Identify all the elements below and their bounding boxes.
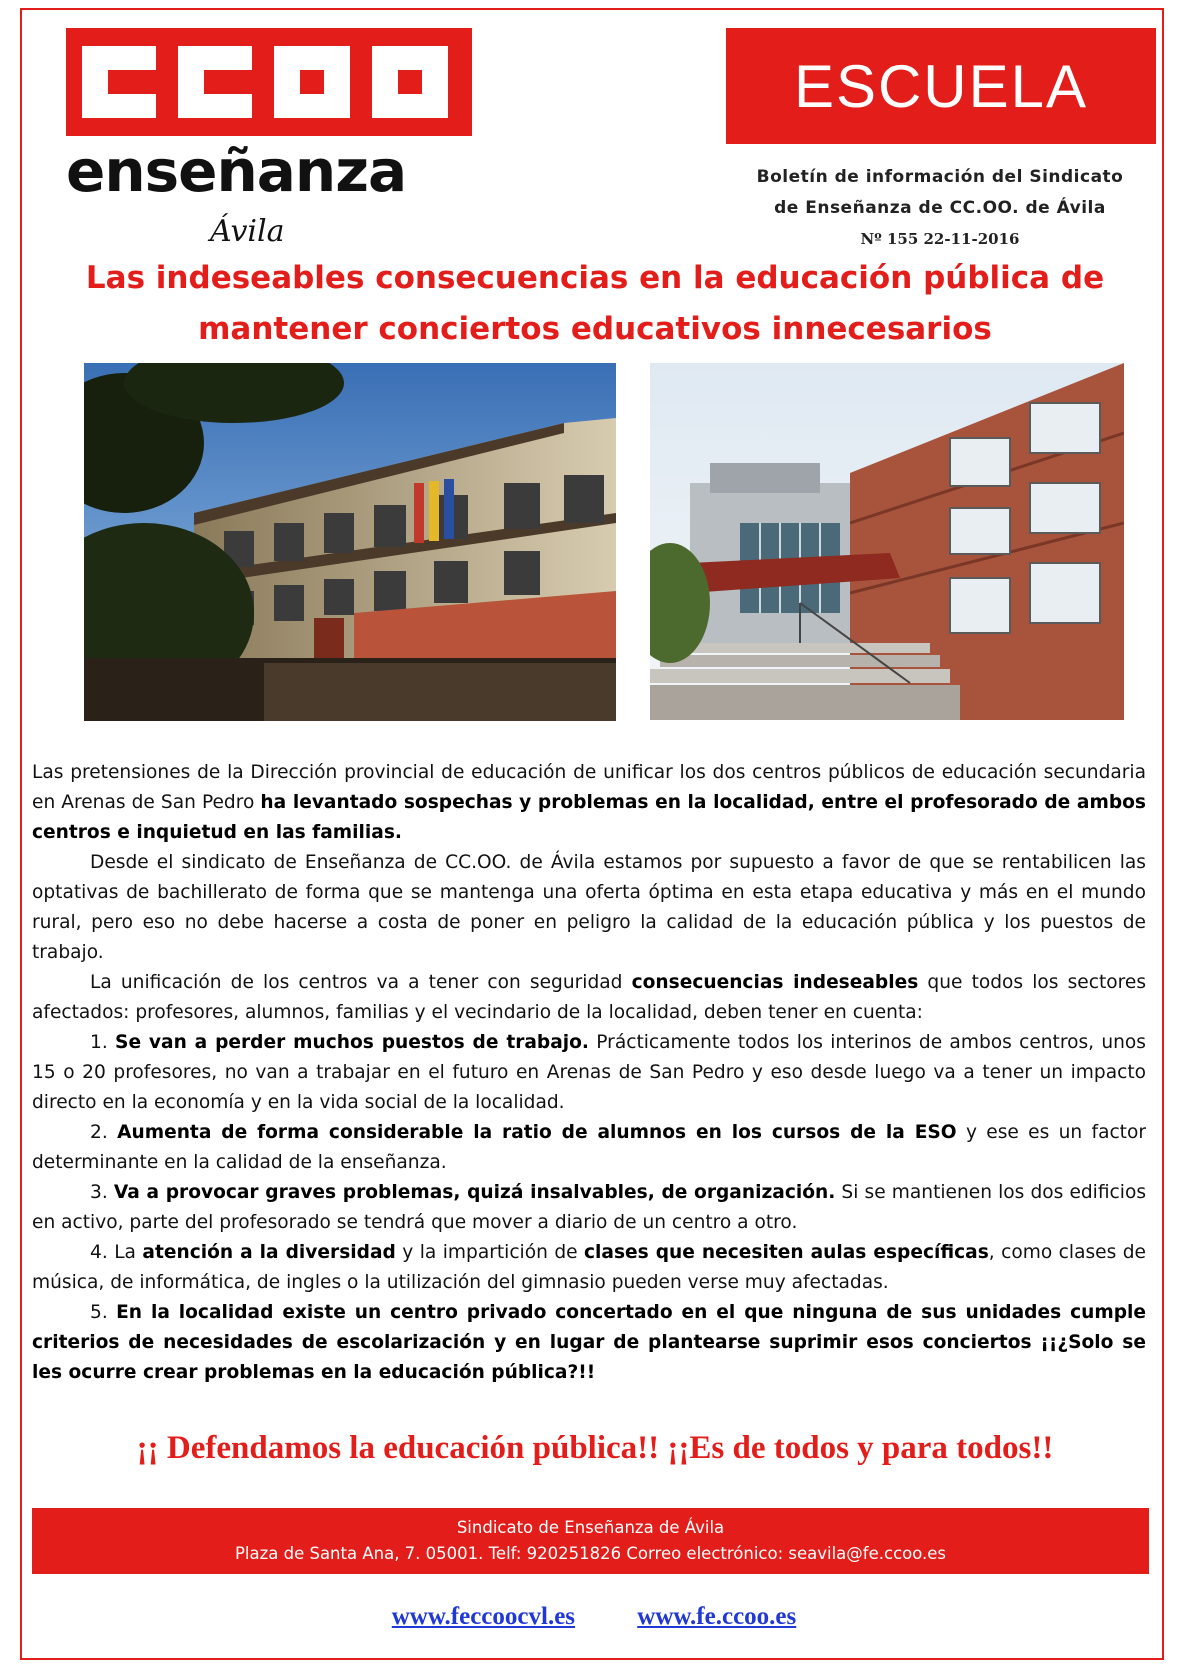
list-item-4-text-e: , como clases de música, de informática, de ingles o la utilización del gimnasio pueden verse muy afectadas. [32, 1242, 1146, 1293]
paragraph-3 [32, 968, 1146, 1028]
school-photo-2-illustration [650, 363, 1124, 720]
list-item-2-number: 2. [90, 1122, 118, 1143]
list-item-2-text: y ese es un factor determinante en la calidad de la enseñanza. [32, 1122, 1146, 1173]
bulletin-line-2: de Enseñanza de CC.OO. de Ávila [774, 198, 1106, 218]
list-item-5 [32, 1298, 1146, 1388]
list-item-2-bold: Aumenta de forma considerable la ratio de alumnos en los cursos de la ESO [117, 1122, 957, 1143]
school-photo-1-illustration [84, 363, 616, 721]
paragraph-2: Desde el sindicato de Enseñanza de CC.OO. de Ávila estamos por supuesto a favor de que se rentabilicen las optativas de bachillerato de forma que se mantenga una oferta óptima en esta etapa educativa y más en el mundo rural, pero eso no debe hacerse a costa de poner en peligro la calidad de la educación pública y los puestos de trabajo. [32, 852, 1146, 963]
section-title-box: ESCUELA [726, 28, 1156, 144]
list-item-2 [32, 1118, 1146, 1178]
school-building-photo-2 [650, 363, 1124, 720]
title-line-1: Las indeseables consecuencias en la educación pública de [85, 260, 1105, 296]
list-item-3 [32, 1178, 1146, 1238]
contact-footer [32, 1508, 1149, 1574]
ccoo-logo-band [66, 28, 472, 136]
paragraph-1 [32, 758, 1146, 848]
list-item-5-number: 5. [90, 1302, 117, 1323]
link-fe-ccoo[interactable]: www.fe.ccoo.es [637, 1603, 797, 1630]
school-building-photo-1 [84, 363, 616, 721]
closing-slogan: ¡¡ Defendamos la educación pública!! ¡¡Es de todos y para todos!! [136, 1430, 1054, 1466]
list-item-3-number: 3. [90, 1182, 114, 1203]
logo-city-name: Ávila [210, 214, 285, 249]
title-line-2: mantener conciertos educativos innecesarios [198, 311, 992, 347]
ccoo-ensenanza-logo [66, 28, 476, 258]
paragraph-3-text-a: La unificación de los centros va a tener con seguridad [90, 972, 632, 993]
list-item-5-bold: En la localidad existe un centro privado concertado en el que ninguna de sus unidades cumple criterios de necesidades de escolarización y en lugar de plantearse suprimir esos conciertos ¡¡¿Solo se les ocurre crear problemas en la educación pública?!! [32, 1302, 1146, 1383]
paragraph-1-bold: ha levantado sospechas y problemas en la localidad, entre el profesorado de ambos centros e inquietud en las familias. [32, 792, 1146, 843]
bulletin-line-1: Boletín de información del Sindicato [756, 167, 1124, 187]
list-item-1-number: 1. [90, 1032, 116, 1053]
footer-union-name: Sindicato de Enseñanza de Ávila [456, 1518, 725, 1537]
issue-number: Nº 155 22-11-2016 [860, 230, 1020, 248]
list-item-4-bold-d: clases que necesiten aulas específicas [584, 1242, 989, 1263]
list-item-4 [32, 1238, 1146, 1298]
ccoo-letters-graphic [78, 40, 460, 124]
logo-ensenanza-word: enseñanza [66, 137, 407, 205]
link-feccoocvl[interactable]: www.feccoocvl.es [391, 1603, 576, 1630]
list-item-4-bold-a: atención a la diversidad [142, 1242, 396, 1263]
list-item-3-text: Si se mantienen los dos edificios en activo, parte del profesorado se tendrá que mover a diario de un centro a otro. [32, 1182, 1147, 1233]
list-item-4-number: 4. La [90, 1242, 143, 1263]
list-item-1-bold: Se van a perder muchos puestos de trabajo. [115, 1032, 589, 1053]
bulletin-description [700, 162, 1180, 224]
list-item-4-text-c: y la impartición de [395, 1242, 585, 1263]
list-item-1 [32, 1028, 1146, 1118]
article-title [30, 253, 1160, 355]
list-item-3-bold: Va a provocar graves problemas, quizá insalvables, de organización. [113, 1182, 836, 1203]
footer-address: Plaza de Santa Ana, 7. 05001. Telf: 920251826 Correo electrónico: seavila@fe.ccoo.es [234, 1544, 947, 1563]
website-links [0, 1603, 1188, 1631]
paragraph-1-text: Las pretensiones de la Dirección provincial de educación de unificar los dos centros públicos de educación secundaria en Arenas de San Pedro [32, 762, 1146, 813]
list-item-1-text: Prácticamente todos los interinos de ambos centros, unos 15 o 20 profesores, no van a trabajar en el futuro en Arenas de San Pedro y eso desde luego va a tener un impacto directo en la economía y en la vida social de la localidad. [32, 1032, 1146, 1113]
article-body [32, 758, 1146, 1388]
paragraph-3-text-c: que todos los sectores afectados: profesores, alumnos, familias y el vecindario de la localidad, deben tener en cuenta: [32, 972, 1147, 1023]
paragraph-3-bold: consecuencias indeseables [631, 972, 919, 993]
